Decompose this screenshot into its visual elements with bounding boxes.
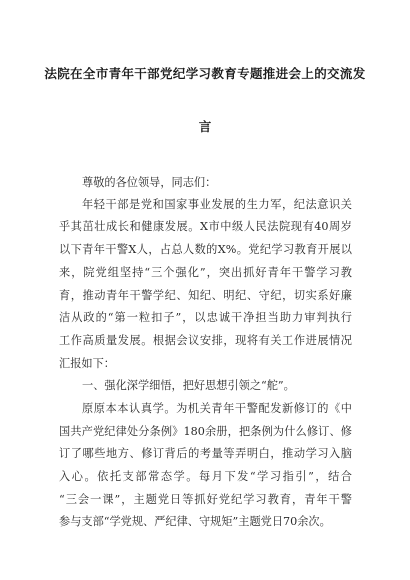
paragraph-2-line: “三会一课”，主题党日等抓好党纪学习教育，青年干警 (59, 493, 352, 506)
paragraph-1-line: 洁从政的“第一粒扣子”，以忠诚干净担当助力审判执行 (59, 311, 352, 324)
paragraph-1-line: 育，推动青年干警学纪、知纪、明纪、守纪，切实系好廉 (59, 289, 352, 302)
section-1-heading: 一、强化深学细悟，把好思想引领之“舵”。 (82, 379, 295, 392)
paragraph-2-line: 入心。依托支部常态学。每月下发“学习指引”，结合 (59, 470, 352, 483)
paragraph-2-line: 参与支部“学党规、严纪律、守规矩”主题党日70余次。 (59, 515, 331, 528)
paragraph-1-line: 汇报如下： (59, 357, 115, 370)
paragraph-1-line: 来，院党组坚持“三个强化”，突出抓好青年干警学习教 (59, 266, 352, 279)
paragraph-1-line: 年轻干部是党和国家事业发展的生力军，纪法意识关 (82, 198, 352, 211)
paragraph-1-line: 以下青年干警X人，占总人数的X%。党纪学习教育开展以 (59, 243, 352, 256)
paragraph-1-line: 乎其茁壮成长和健康发展。X市中级人民法院现有40周岁 (59, 220, 352, 233)
paragraph-2-line: 原原本本认真学。为机关青年干警配发新修订的《中 (82, 402, 352, 415)
salutation: 尊敬的各位领导，同志们： (82, 176, 217, 189)
document-title-line-1: 法院在全市青年干部党纪学习教育专题推进会上的交流发 (44, 66, 366, 81)
document-title-line-2: 言 (198, 119, 212, 134)
paragraph-2-line: 订了哪些地方、修订背后的考量等弄明白，推动学习入脑 (59, 447, 352, 460)
paragraph-1-line: 工作高质量发展。根据会议安排，现将有关工作进展情况 (59, 334, 352, 347)
paragraph-2-line: 国共产党纪律处分条例》180余册，把条例为什么修订、修 (59, 425, 352, 438)
